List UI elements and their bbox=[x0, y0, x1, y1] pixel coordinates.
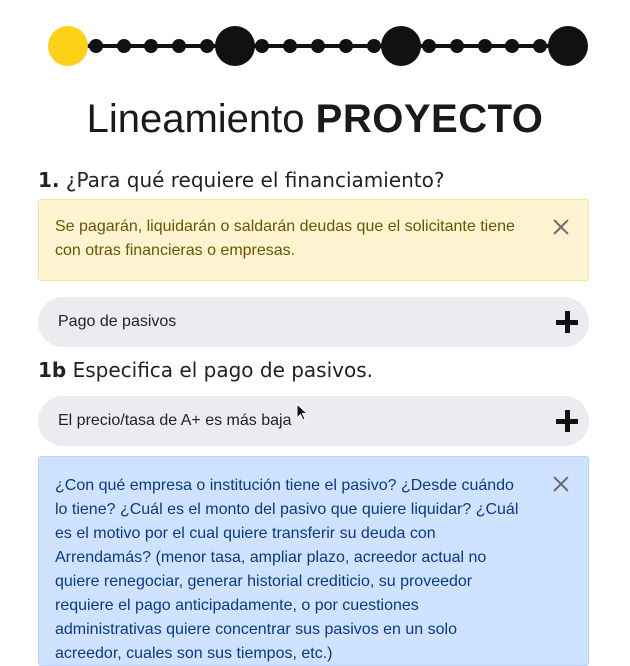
substep-3-2 bbox=[450, 39, 464, 53]
substep-2-5 bbox=[367, 39, 381, 53]
plus-icon[interactable] bbox=[556, 410, 578, 432]
close-icon[interactable] bbox=[550, 216, 572, 238]
info-alert-text: ¿Con qué empresa o institución tiene el pasivo? ¿Desde cuándo lo tiene? ¿Cuál es el monto del pasivo que quiere liquidar? ¿Cuál es el motivo por el cual quiere transferir su deuda con Arrendamás? (menor tasa, ampliar plazo, acreedor actual no quiere renegociar, generar historial crediticio, su proveedor requiere el pago anticipadamente, o por cuestiones administrativas quiere concentrar sus pasivos en un solo acreedor, cuales son sus tiempos, etc.) bbox=[55, 477, 519, 662]
question-1b-number: 1b bbox=[38, 358, 67, 382]
substep-1-3 bbox=[144, 39, 158, 53]
liabilities-reason-value: El precio/tasa de A+ es más baja bbox=[58, 412, 292, 429]
substep-2-4 bbox=[339, 39, 353, 53]
financing-purpose-value: Pago de pasivos bbox=[58, 313, 177, 330]
step-1-current bbox=[48, 26, 88, 66]
financing-purpose-select[interactable] bbox=[38, 297, 589, 347]
substep-2-1 bbox=[255, 39, 269, 53]
page-title-bold: PROYECTO bbox=[315, 97, 544, 141]
warning-alert bbox=[38, 199, 589, 281]
warning-alert-text: Se pagarán, liquidarán o saldarán deudas que el solicitante tiene con otras financieras o empresas. bbox=[55, 218, 515, 259]
info-alert bbox=[38, 456, 589, 666]
substep-2-3 bbox=[311, 39, 325, 53]
page-title bbox=[0, 92, 630, 146]
step-2 bbox=[215, 26, 255, 66]
step-3 bbox=[381, 26, 421, 66]
question-1b-text: Especifica el pago de pasivos. bbox=[72, 358, 374, 382]
mouse-cursor-icon bbox=[296, 403, 308, 423]
step-4 bbox=[548, 26, 588, 66]
question-1 bbox=[38, 168, 445, 192]
close-icon[interactable] bbox=[550, 473, 572, 495]
substep-3-1 bbox=[422, 39, 436, 53]
question-1-number: 1. bbox=[38, 168, 60, 192]
liabilities-reason-select[interactable] bbox=[38, 396, 589, 446]
substep-1-2 bbox=[117, 39, 131, 53]
substep-3-3 bbox=[478, 39, 492, 53]
page-title-light: Lineamiento bbox=[86, 97, 305, 141]
question-1-text: ¿Para qué requiere el financiamiento? bbox=[65, 168, 445, 192]
substep-1-5 bbox=[200, 39, 214, 53]
question-1b bbox=[38, 358, 373, 382]
substep-1-1 bbox=[89, 39, 103, 53]
substep-2-2 bbox=[283, 39, 297, 53]
substep-3-4 bbox=[505, 39, 519, 53]
progress-stepper bbox=[48, 26, 588, 66]
plus-icon[interactable] bbox=[556, 311, 578, 333]
substep-1-4 bbox=[172, 39, 186, 53]
substep-3-5 bbox=[533, 39, 547, 53]
